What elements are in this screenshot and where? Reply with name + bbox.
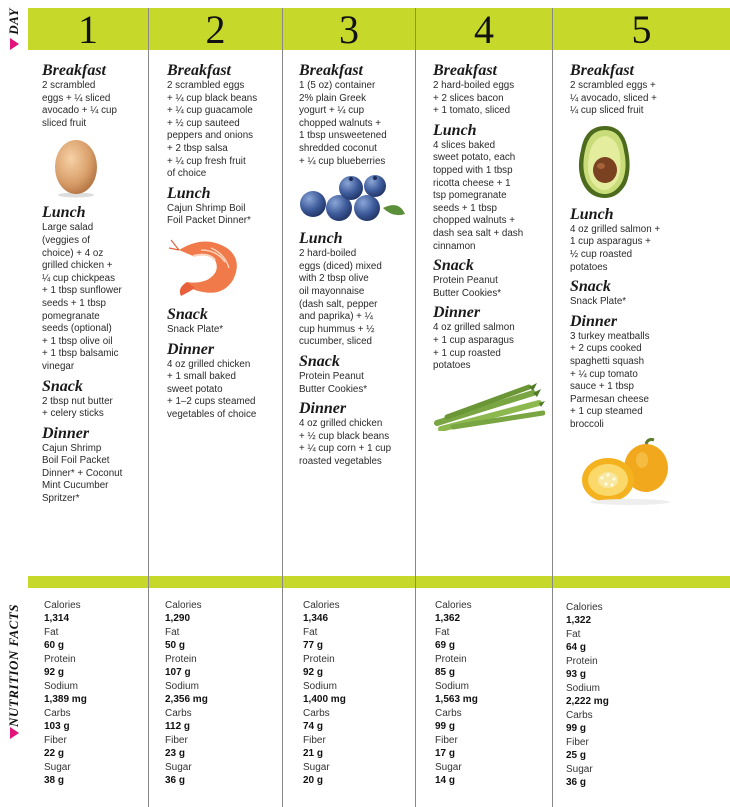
day-5-meals xyxy=(570,62,710,512)
sodium-value: 2,222 mg xyxy=(566,696,609,707)
asparagus-illustration xyxy=(433,379,545,431)
day-5-nutrition xyxy=(566,602,686,791)
nutrient-label: Sodium xyxy=(44,681,78,692)
egg-illustration xyxy=(42,136,142,198)
meal-heading-snack: Snack xyxy=(570,278,611,296)
fat-value: 64 g xyxy=(566,642,587,653)
calories-value: 1,314 xyxy=(44,613,70,624)
sodium-value: 1,389 mg xyxy=(44,694,87,705)
nutrient-label: Carbs xyxy=(165,708,192,719)
day-4-nutrition xyxy=(435,600,547,789)
protein-value: 92 g xyxy=(44,667,65,678)
meal-text-breakfast: 2 scrambled eggs + ¼ sliced avocado + ¼ cup sliced fruit xyxy=(42,80,117,129)
nutrient-label: Fiber xyxy=(435,735,458,746)
pink-triangle-icon xyxy=(10,727,19,739)
carbs-value: 103 g xyxy=(44,721,70,732)
meal-heading-dinner: Dinner xyxy=(433,304,481,322)
avocado-illustration xyxy=(570,124,680,200)
carbs-value: 112 g xyxy=(165,721,191,732)
meal-heading-dinner: Dinner xyxy=(42,424,90,442)
nutrient-label: Calories xyxy=(566,602,603,613)
nutrient-label: Fiber xyxy=(303,735,326,746)
nutrient-label: Protein xyxy=(165,654,197,665)
fat-value: 77 g xyxy=(303,640,324,651)
nutrient-label: Fat xyxy=(435,627,450,638)
sugar-value: 36 g xyxy=(165,775,186,786)
nutrient-label: Fiber xyxy=(566,737,589,748)
meal-heading-dinner: Dinner xyxy=(299,400,347,418)
nutrition-side-label xyxy=(0,604,28,804)
sugar-value: 38 g xyxy=(44,775,65,786)
pink-triangle-icon xyxy=(10,38,19,50)
nutrient-label: Calories xyxy=(303,600,340,611)
nutrient-label: Fat xyxy=(165,627,180,638)
meal-text-lunch: 2 hard-boiled eggs (diced) mixed with 2 tbsp olive oil mayonnaise (dash salt, pepper and paprika) + ¼ cup hummus + ½ cucumber, sliced xyxy=(299,248,382,348)
sugar-value: 20 g xyxy=(303,775,324,786)
nutrient-label: Carbs xyxy=(303,708,330,719)
meal-heading-breakfast: Breakfast xyxy=(433,62,497,79)
fat-value: 50 g xyxy=(165,640,186,651)
meal-text-lunch: Large salad (veggies of choice) + 4 oz grilled chicken + ¼ cup chickpeas + 1 tbsp sunflower seeds + 1 tbsp pomegranate seeds (optional) + 1 tbsp olive oil + 1 tbsp balsamic vinegar xyxy=(42,222,122,372)
nutrient-label: Fat xyxy=(44,627,59,638)
meal-text-breakfast: 2 scrambled eggs + ¼ avocado, sliced + ¼ cup sliced fruit xyxy=(570,80,657,117)
meal-heading-snack: Snack xyxy=(433,257,474,275)
calories-value: 1,322 xyxy=(566,615,592,626)
meal-heading-snack: Snack xyxy=(167,305,208,323)
nutrient-label: Carbs xyxy=(435,708,462,719)
carbs-value: 99 g xyxy=(435,721,456,732)
day-number: 2 xyxy=(205,6,226,52)
sugar-value: 14 g xyxy=(435,775,456,786)
nutrient-label: Sugar xyxy=(435,762,462,773)
calories-value: 1,290 xyxy=(165,613,191,624)
shrimp-illustration xyxy=(167,234,267,300)
column-divider xyxy=(415,8,416,807)
nutrient-label: Sodium xyxy=(566,683,600,694)
nutrient-label: Protein xyxy=(566,656,598,667)
meal-heading-lunch: Lunch xyxy=(299,230,343,248)
meal-text-breakfast: 1 (5 oz) container 2% plain Greek yogurt + ¼ cup chopped walnuts + 1 tbsp unsweetened shredded coconut + ¼ cup blueberries xyxy=(299,80,387,167)
fiber-value: 23 g xyxy=(165,748,186,759)
meal-text-snack: Protein Peanut Butter Cookies* xyxy=(433,275,502,299)
nutrient-label: Carbs xyxy=(44,708,71,719)
protein-value: 107 g xyxy=(165,667,191,678)
nutrient-label: Protein xyxy=(44,654,76,665)
nutrient-label: Sugar xyxy=(303,762,330,773)
protein-value: 93 g xyxy=(566,669,587,680)
meal-text-lunch: Cajun Shrimp Boil Foil Packet Dinner* xyxy=(167,202,251,227)
calories-value: 1,362 xyxy=(435,613,461,624)
carbs-value: 99 g xyxy=(566,723,587,734)
day-2-meals xyxy=(167,62,280,422)
nutrient-label: Fiber xyxy=(44,735,67,746)
meal-heading-breakfast: Breakfast xyxy=(42,62,106,79)
meal-text-dinner: Cajun Shrimp Boil Foil Packet Dinner* + Coconut Mint Cucumber Spritzer* xyxy=(42,442,123,505)
meal-heading-dinner: Dinner xyxy=(570,312,618,330)
calories-value: 1,346 xyxy=(303,613,329,624)
meal-text-lunch: 4 slices baked sweet potato, each topped with 1 tbsp ricotta cheese + 1 tsp pomegranate seeds + 1 tbsp chopped walnuts + dash sea salt + dash cinnamon xyxy=(433,139,524,252)
meal-text-breakfast: 2 scrambled eggs + ¼ cup black beans + ¼ cup guacamole + ½ cup sauteed peppers and onions + 2 tbsp salsa + ¼ cup fresh fruit of choice xyxy=(167,80,258,180)
column-divider xyxy=(282,8,283,807)
day-number: 1 xyxy=(78,6,98,52)
fiber-value: 21 g xyxy=(303,748,324,759)
day-label-text: DAY xyxy=(6,8,21,35)
carbs-value: 74 g xyxy=(303,721,324,732)
fat-value: 60 g xyxy=(44,640,65,651)
blueberries-illustration xyxy=(299,174,407,224)
nutrient-label: Sodium xyxy=(435,681,469,692)
nutrient-label: Calories xyxy=(435,600,472,611)
meal-heading-dinner: Dinner xyxy=(167,340,215,358)
nutrient-label: Fat xyxy=(566,629,581,640)
sugar-value: 36 g xyxy=(566,777,587,788)
meal-text-dinner: 4 oz grilled chicken + 1 small baked sweet potato + 1–2 cups steamed vegetables of choice xyxy=(167,358,257,420)
sodium-value: 1,563 mg xyxy=(435,694,478,705)
nutrient-label: Fat xyxy=(303,627,318,638)
nutrient-label: Protein xyxy=(303,654,335,665)
nutrient-label: Sodium xyxy=(303,681,337,692)
day-number: 5 xyxy=(631,6,652,52)
meal-heading-lunch: Lunch xyxy=(570,205,614,223)
meal-heading-snack: Snack xyxy=(42,377,83,395)
column-divider xyxy=(148,8,149,807)
nutrient-label: Sugar xyxy=(44,762,71,773)
day-1-meals xyxy=(42,62,146,506)
day-number: 3 xyxy=(339,6,359,52)
squash-illustration xyxy=(570,438,690,506)
day-number: 4 xyxy=(474,6,494,52)
meal-text-dinner: 3 turkey meatballs + 2 cups cooked spaghetti squash + ¼ cup tomato sauce + 1 tbsp Parmesan cheese + 1 cup steamed broccoli xyxy=(570,330,650,430)
protein-value: 92 g xyxy=(303,667,324,678)
nutrition-label-text: NUTRITION FACTS xyxy=(6,604,21,727)
nutrient-label: Sugar xyxy=(566,764,593,775)
nutrient-label: Carbs xyxy=(566,710,593,721)
day-2-nutrition xyxy=(165,600,275,789)
column-divider xyxy=(552,8,553,807)
nutrient-label: Calories xyxy=(44,600,81,611)
day-3-nutrition xyxy=(303,600,413,789)
day-1-nutrition xyxy=(44,600,144,789)
day-4-meals xyxy=(433,62,550,437)
day-side-label xyxy=(0,8,28,68)
meal-text-dinner: 4 oz grilled salmon + 1 cup asparagus + 1 cup roasted potatoes xyxy=(433,322,515,372)
fat-value: 69 g xyxy=(435,640,456,651)
meal-heading-breakfast: Breakfast xyxy=(299,62,363,79)
nutrient-label: Calories xyxy=(165,600,202,611)
nutrient-label: Fiber xyxy=(165,735,188,746)
meal-heading-lunch: Lunch xyxy=(433,121,477,139)
meal-text-snack: 2 tbsp nut butter + celery sticks xyxy=(42,395,113,420)
day-3-meals xyxy=(299,62,413,468)
meal-heading-lunch: Lunch xyxy=(42,204,86,222)
meal-heading-breakfast: Breakfast xyxy=(167,62,231,79)
nutrient-label: Sodium xyxy=(165,681,199,692)
meal-heading-snack: Snack xyxy=(299,352,340,370)
meal-text-snack: Snack Plate* xyxy=(570,296,627,308)
meal-text-lunch: 4 oz grilled salmon + 1 cup asparagus + ½ cup roasted potatoes xyxy=(570,223,661,273)
meal-text-dinner: 4 oz grilled chicken + ½ cup black beans + ¼ cup corn + 1 cup roasted vegetables xyxy=(299,418,392,467)
sodium-value: 2,356 mg xyxy=(165,694,208,705)
nutrient-label: Protein xyxy=(435,654,467,665)
fiber-value: 17 g xyxy=(435,748,456,759)
meal-heading-lunch: Lunch xyxy=(167,184,211,202)
fiber-value: 22 g xyxy=(44,748,65,759)
nutrition-divider-band xyxy=(28,576,730,588)
fiber-value: 25 g xyxy=(566,750,587,761)
sodium-value: 1,400 mg xyxy=(303,694,346,705)
meal-text-breakfast: 2 hard-boiled eggs + 2 slices bacon + 1 tomato, sliced xyxy=(433,80,515,117)
meal-heading-breakfast: Breakfast xyxy=(570,62,634,79)
meal-text-snack: Snack Plate* xyxy=(167,323,224,335)
meal-text-snack: Protein Peanut Butter Cookies* xyxy=(299,370,368,395)
protein-value: 85 g xyxy=(435,667,456,678)
nutrient-label: Sugar xyxy=(165,762,192,773)
